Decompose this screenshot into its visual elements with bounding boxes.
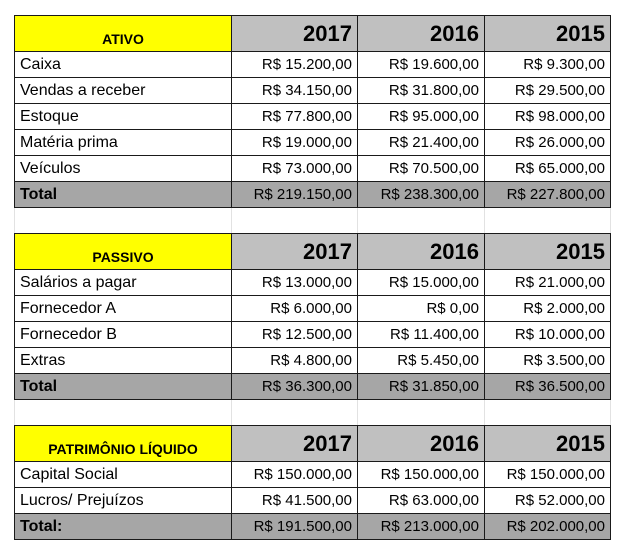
year-2017-header[interactable]: 2017 (232, 426, 358, 462)
cell-2017[interactable]: R$ 150.000,00 (232, 462, 358, 488)
year-2015-header[interactable]: 2015 (485, 234, 611, 270)
cell-2016[interactable]: R$ 5.450,00 (358, 348, 485, 374)
spacer-row (15, 208, 611, 234)
empty-cell[interactable] (232, 400, 358, 426)
spacer-row (15, 400, 611, 426)
cell-2017[interactable]: R$ 41.500,00 (232, 488, 358, 514)
total-2017[interactable]: R$ 191.500,00 (232, 514, 358, 540)
year-2017-header[interactable]: 2017 (232, 234, 358, 270)
cell-2015[interactable]: R$ 10.000,00 (485, 322, 611, 348)
total-2016[interactable]: R$ 31.850,00 (358, 374, 485, 400)
row-label[interactable]: Extras (15, 348, 232, 374)
ativo-header-row (15, 16, 611, 52)
cell-2015[interactable]: R$ 65.000,00 (485, 156, 611, 182)
total-2016[interactable]: R$ 213.000,00 (358, 514, 485, 540)
cell-2016[interactable]: R$ 70.500,00 (358, 156, 485, 182)
table-row (15, 322, 611, 348)
cell-2015[interactable]: R$ 3.500,00 (485, 348, 611, 374)
cell-2015[interactable]: R$ 21.000,00 (485, 270, 611, 296)
row-label[interactable]: Capital Social (15, 462, 232, 488)
cell-2016[interactable]: R$ 11.400,00 (358, 322, 485, 348)
year-2017-header[interactable]: 2017 (232, 16, 358, 52)
cell-2016[interactable]: R$ 0,00 (358, 296, 485, 322)
row-label[interactable]: Fornecedor B (15, 322, 232, 348)
total-label[interactable]: Total (15, 374, 232, 400)
year-2016-header[interactable]: 2016 (358, 16, 485, 52)
patrimonio-total-row (15, 514, 611, 540)
row-label[interactable]: Lucros/ Prejuízos (15, 488, 232, 514)
cell-2016[interactable]: R$ 31.800,00 (358, 78, 485, 104)
cell-2017[interactable]: R$ 12.500,00 (232, 322, 358, 348)
passivo-header-row (15, 234, 611, 270)
empty-cell[interactable] (15, 400, 232, 426)
cell-2015[interactable]: R$ 98.000,00 (485, 104, 611, 130)
cell-2017[interactable]: R$ 19.000,00 (232, 130, 358, 156)
cell-2015[interactable]: R$ 2.000,00 (485, 296, 611, 322)
balance-table (14, 15, 611, 540)
row-label[interactable]: Matéria prima (15, 130, 232, 156)
empty-cell[interactable] (358, 208, 485, 234)
table-row (15, 488, 611, 514)
row-label[interactable]: Fornecedor A (15, 296, 232, 322)
row-label[interactable]: Vendas a receber (15, 78, 232, 104)
ativo-title[interactable]: ATIVO (15, 16, 232, 52)
ativo-total-row (15, 182, 611, 208)
table-row (15, 130, 611, 156)
cell-2015[interactable]: R$ 29.500,00 (485, 78, 611, 104)
total-2017[interactable]: R$ 36.300,00 (232, 374, 358, 400)
year-2016-header[interactable]: 2016 (358, 234, 485, 270)
cell-2017[interactable]: R$ 15.200,00 (232, 52, 358, 78)
cell-2016[interactable]: R$ 95.000,00 (358, 104, 485, 130)
total-2015[interactable]: R$ 227.800,00 (485, 182, 611, 208)
cell-2015[interactable]: R$ 52.000,00 (485, 488, 611, 514)
total-2015[interactable]: R$ 36.500,00 (485, 374, 611, 400)
table-row (15, 52, 611, 78)
year-2016-header[interactable]: 2016 (358, 426, 485, 462)
year-2015-header[interactable]: 2015 (485, 426, 611, 462)
cell-2017[interactable]: R$ 4.800,00 (232, 348, 358, 374)
cell-2015[interactable]: R$ 150.000,00 (485, 462, 611, 488)
row-label[interactable]: Veículos (15, 156, 232, 182)
table-row (15, 78, 611, 104)
empty-cell[interactable] (485, 208, 611, 234)
passivo-title[interactable]: PASSIVO (15, 234, 232, 270)
balance-sheet (14, 15, 610, 540)
empty-cell[interactable] (232, 208, 358, 234)
year-2015-header[interactable]: 2015 (485, 16, 611, 52)
cell-2015[interactable]: R$ 9.300,00 (485, 52, 611, 78)
table-row (15, 156, 611, 182)
cell-2017[interactable]: R$ 34.150,00 (232, 78, 358, 104)
passivo-total-row (15, 374, 611, 400)
table-row (15, 270, 611, 296)
total-label[interactable]: Total: (15, 514, 232, 540)
total-label[interactable]: Total (15, 182, 232, 208)
cell-2016[interactable]: R$ 150.000,00 (358, 462, 485, 488)
cell-2016[interactable]: R$ 63.000,00 (358, 488, 485, 514)
table-row (15, 104, 611, 130)
table-row (15, 462, 611, 488)
patrimonio-header-row (15, 426, 611, 462)
cell-2016[interactable]: R$ 21.400,00 (358, 130, 485, 156)
patrimonio-title[interactable]: PATRIMÔNIO LÍQUIDO (15, 426, 232, 462)
cell-2017[interactable]: R$ 77.800,00 (232, 104, 358, 130)
row-label[interactable]: Estoque (15, 104, 232, 130)
total-2017[interactable]: R$ 219.150,00 (232, 182, 358, 208)
cell-2017[interactable]: R$ 73.000,00 (232, 156, 358, 182)
empty-cell[interactable] (15, 208, 232, 234)
empty-cell[interactable] (485, 400, 611, 426)
empty-cell[interactable] (358, 400, 485, 426)
row-label[interactable]: Caixa (15, 52, 232, 78)
row-label[interactable]: Salários a pagar (15, 270, 232, 296)
cell-2015[interactable]: R$ 26.000,00 (485, 130, 611, 156)
table-row (15, 296, 611, 322)
cell-2016[interactable]: R$ 15.000,00 (358, 270, 485, 296)
total-2015[interactable]: R$ 202.000,00 (485, 514, 611, 540)
table-row (15, 348, 611, 374)
cell-2017[interactable]: R$ 13.000,00 (232, 270, 358, 296)
total-2016[interactable]: R$ 238.300,00 (358, 182, 485, 208)
cell-2017[interactable]: R$ 6.000,00 (232, 296, 358, 322)
cell-2016[interactable]: R$ 19.600,00 (358, 52, 485, 78)
